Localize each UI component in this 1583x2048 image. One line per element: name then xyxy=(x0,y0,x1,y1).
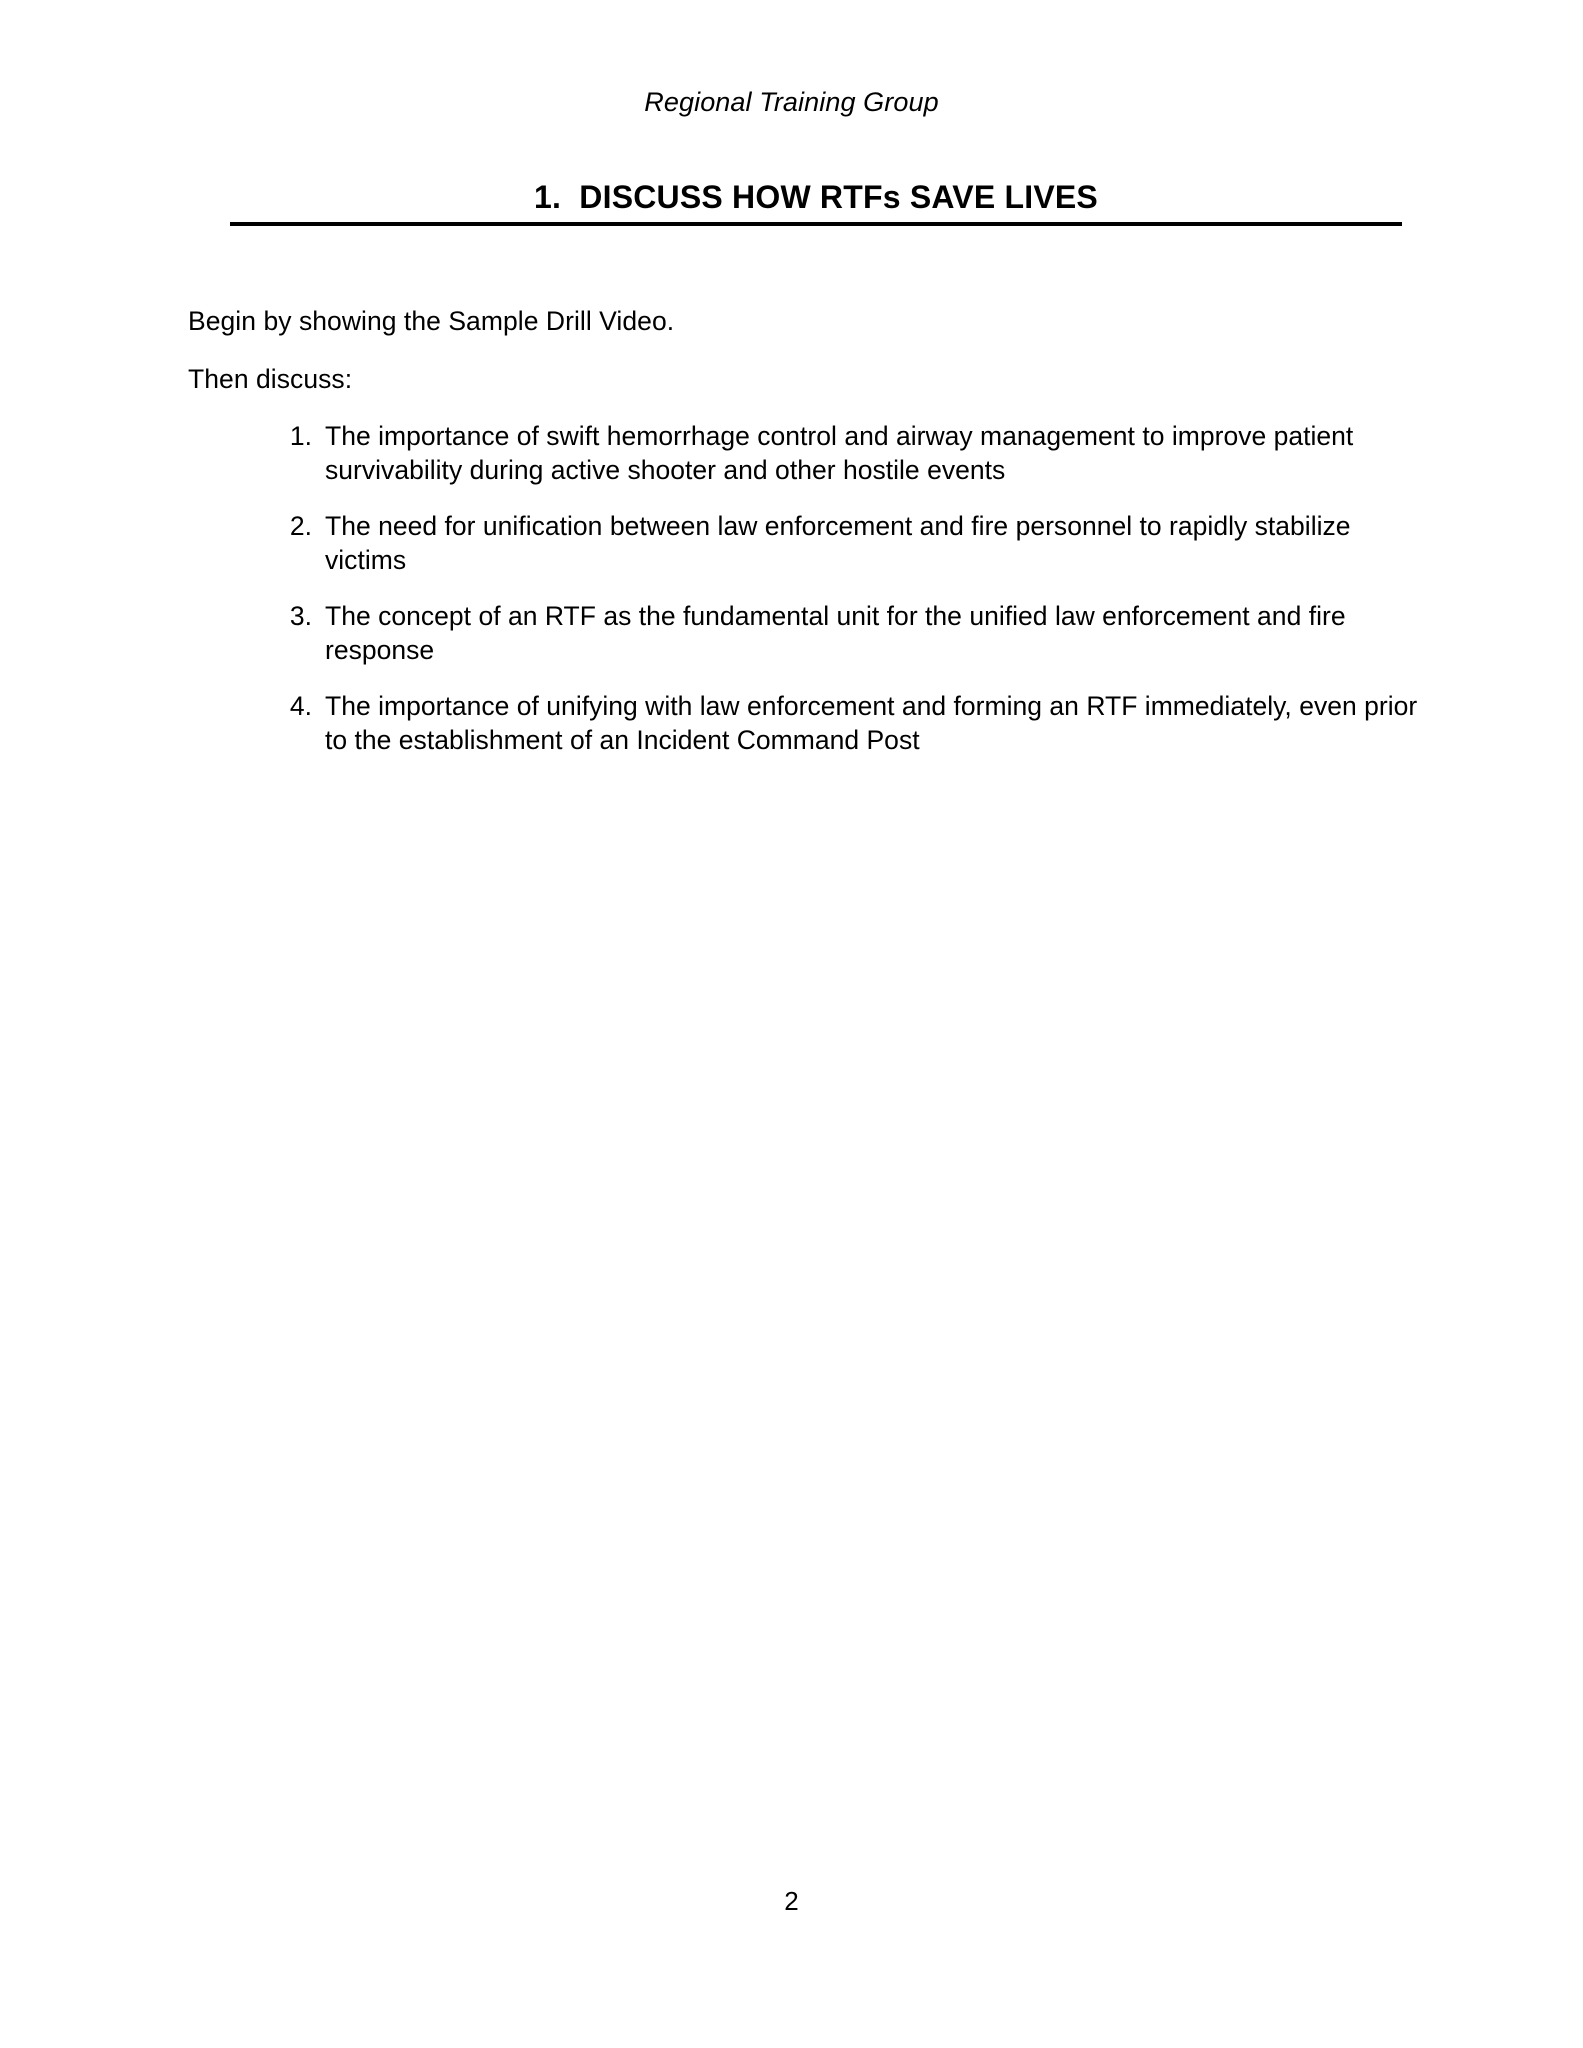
discussion-points-list xyxy=(278,419,1438,757)
list-item-marker: 3. xyxy=(289,601,312,631)
page-title xyxy=(230,178,1402,216)
intro-paragraph-1: Begin by showing the Sample Drill Video. xyxy=(188,306,675,336)
list-item xyxy=(278,599,1438,667)
title-divider xyxy=(230,222,1402,226)
page-number: 2 xyxy=(784,1886,799,1916)
list-item-marker: 1. xyxy=(289,421,312,451)
list-item xyxy=(278,419,1438,487)
list-item-text: The need for unification between law enforcement and fire personnel to rapidly stabilize victims xyxy=(325,511,1351,575)
intro-paragraph-2: Then discuss: xyxy=(188,364,353,394)
page-title-text: 1. DISCUSS HOW RTFs SAVE LIVES xyxy=(534,179,1098,215)
body-content xyxy=(188,305,1438,757)
running-header: Regional Training Group xyxy=(644,87,939,117)
list-item-marker: 4. xyxy=(289,691,312,721)
list-item xyxy=(278,509,1438,577)
list-item-text: The importance of swift hemorrhage control and airway management to improve patient survivability during active shooter and other hostile events xyxy=(325,421,1354,485)
list-item-marker: 2. xyxy=(289,511,312,541)
list-item-text: The importance of unifying with law enforcement and forming an RTF immediately, even prior to the establishment of an Incident Command Post xyxy=(325,691,1418,755)
list-item xyxy=(278,689,1438,757)
list-item-text: The concept of an RTF as the fundamental unit for the unified law enforcement and fire response xyxy=(325,601,1346,665)
